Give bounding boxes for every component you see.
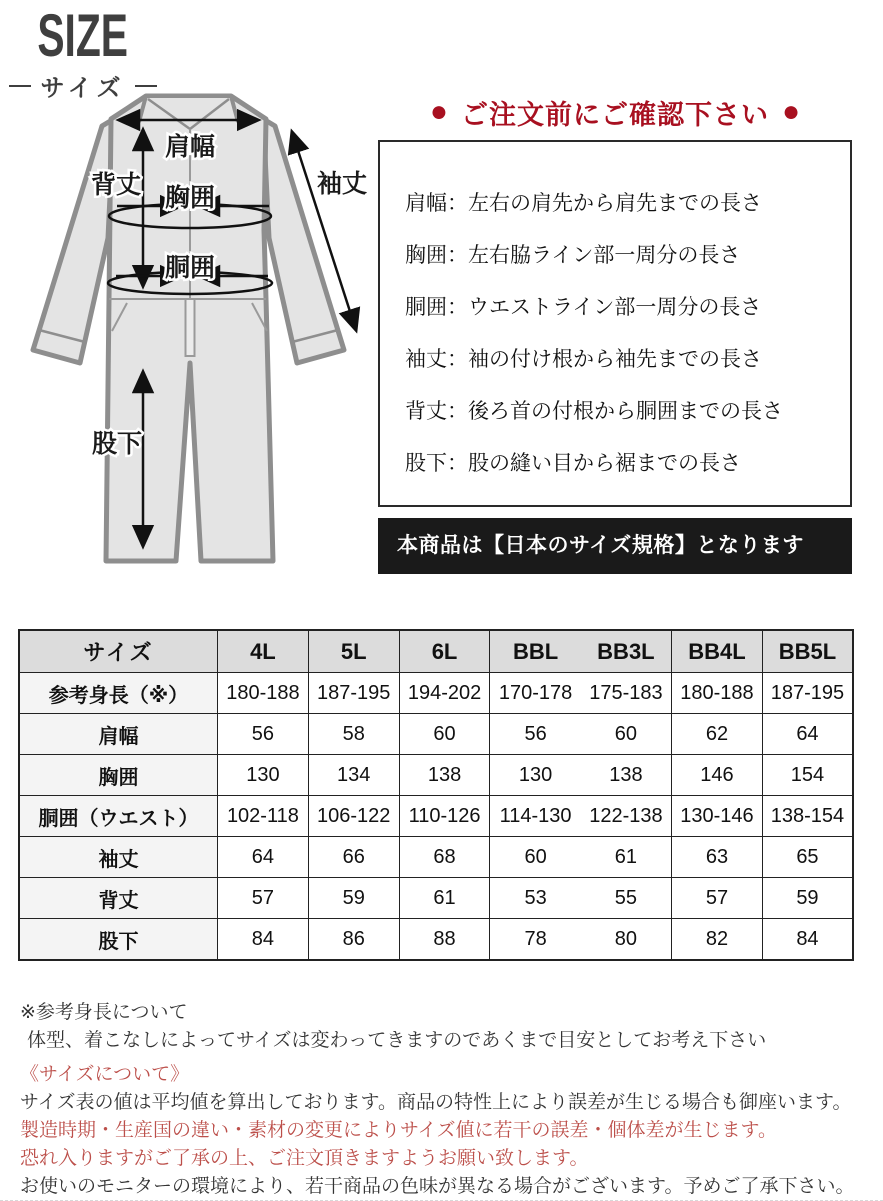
table-header-cell: BB3L <box>581 630 672 673</box>
garment-left-sleeve <box>33 120 112 363</box>
table-cell: 134 <box>308 755 399 796</box>
table-cell: 63 <box>672 837 763 878</box>
coverall-diagram <box>15 80 385 625</box>
table-row-label: 胴囲（ウエスト） <box>19 796 218 837</box>
definition-line <box>405 334 842 386</box>
table-header-cell: BB5L <box>762 630 853 673</box>
definition-desc: 後ろ首の付根から胴囲までの長さ <box>468 400 783 423</box>
table-row <box>19 796 853 837</box>
definition-term: 肩幅 <box>405 192 447 215</box>
waist-label: 胴囲 <box>164 254 216 282</box>
table-cell: 110-126 <box>399 796 490 837</box>
table-cell: 55 <box>581 878 672 919</box>
table-header-cell: 4L <box>218 630 309 673</box>
garment-placket <box>186 299 195 356</box>
title-size-ja: サイズ <box>40 75 126 102</box>
back-length-label: 背丈 <box>90 171 142 199</box>
table-cell: 68 <box>399 837 490 878</box>
monitor-color-note: お使いのモニターの環境により、若干商品の色味が異なる場合がございます。予めご了承下さい。 <box>20 1176 855 1197</box>
table-row <box>19 837 853 878</box>
definition-separator: ： <box>447 296 468 319</box>
table-cell: 60 <box>399 714 490 755</box>
definition-desc: 股の縫い目から裾までの長さ <box>468 452 741 475</box>
table-cell: 53 <box>490 878 581 919</box>
bullet-icon: ● <box>782 95 801 128</box>
table-cell: 56 <box>218 714 309 755</box>
size-note-line-red: 恐れ入りますがご了承の上、ご注文頂きますようお願い致します。 <box>20 1148 589 1169</box>
title-size-en: SIZE <box>37 2 129 69</box>
table-cell: 58 <box>308 714 399 755</box>
table-cell: 102-118 <box>218 796 309 837</box>
table-cell: 122-138 <box>581 796 672 837</box>
table-cell: 106-122 <box>308 796 399 837</box>
table-cell: 187-195 <box>762 673 853 714</box>
definition-term: 袖丈 <box>405 348 447 371</box>
table-cell: 84 <box>762 919 853 961</box>
table-cell: 84 <box>218 919 309 961</box>
shoulder-width-label: 肩幅 <box>164 133 216 161</box>
reference-height-note-body: 体型、着こなしによってサイズは変わってきますのであくまで目安としてお考え下さい <box>27 1030 767 1051</box>
reference-height-note-title: ※参考身長について <box>20 1002 188 1023</box>
definition-separator: ： <box>447 400 468 423</box>
table-cell: 64 <box>218 837 309 878</box>
table-cell: 154 <box>762 755 853 796</box>
table-header-cell: 5L <box>308 630 399 673</box>
table-cell: 61 <box>581 837 672 878</box>
definition-term: 背丈 <box>405 400 447 423</box>
table-header-cell: 6L <box>399 630 490 673</box>
bullet-icon: ● <box>429 95 448 128</box>
table-cell: 61 <box>399 878 490 919</box>
japan-size-standard-bar: 本商品は【日本のサイズ規格】となります <box>378 518 852 574</box>
size-note-line: サイズ表の値は平均値を算出しております。商品の特性上により誤差が生じる場合も御座います。 <box>20 1092 852 1113</box>
table-cell: 138-154 <box>762 796 853 837</box>
measurement-definitions-box <box>378 140 852 507</box>
table-row <box>19 755 853 796</box>
confirm-section <box>378 95 852 574</box>
table-cell: 175-183 <box>581 673 672 714</box>
table-cell: 57 <box>218 878 309 919</box>
table-cell: 65 <box>762 837 853 878</box>
table-cell: 114-130 <box>490 796 581 837</box>
definition-line <box>405 282 842 334</box>
size-note-line-red: 製造時期・生産国の違い・素材の変更によりサイズ値に若干の誤差・個体差が生じます。 <box>20 1120 777 1141</box>
table-cell: 86 <box>308 919 399 961</box>
table-cell: 60 <box>581 714 672 755</box>
definition-term: 胴囲 <box>405 296 447 319</box>
size-table <box>18 629 854 961</box>
table-header-row <box>19 630 853 673</box>
table-cell: 78 <box>490 919 581 961</box>
table-cell: 82 <box>672 919 763 961</box>
table-cell: 180-188 <box>672 673 763 714</box>
table-header-cell: BB4L <box>672 630 763 673</box>
table-cell: 62 <box>672 714 763 755</box>
table-cell: 60 <box>490 837 581 878</box>
table-cell: 66 <box>308 837 399 878</box>
definition-line <box>405 178 842 230</box>
footer-notes <box>20 999 870 1201</box>
confirm-heading-text: ご注文前にご確認下さい <box>461 99 769 130</box>
size-about-title: 《サイズについて》 <box>20 1064 190 1085</box>
definition-term: 股下 <box>405 452 447 475</box>
inseam-label: 股下 <box>91 430 143 458</box>
table-cell: 59 <box>762 878 853 919</box>
definition-separator: ： <box>447 452 468 475</box>
table-cell: 130 <box>218 755 309 796</box>
table-cell: 130 <box>490 755 581 796</box>
table-cell: 194-202 <box>399 673 490 714</box>
definition-line <box>405 230 842 282</box>
definition-desc: 袖の付け根から袖先までの長さ <box>468 348 762 371</box>
table-cell: 88 <box>399 919 490 961</box>
definition-line <box>405 386 842 438</box>
confirm-heading <box>378 95 852 129</box>
table-cell: 138 <box>581 755 672 796</box>
table-cell: 180-188 <box>218 673 309 714</box>
table-cell: 130-146 <box>672 796 763 837</box>
table-cell: 170-178 <box>490 673 581 714</box>
definition-desc: ウエストライン部一周分の長さ <box>468 296 762 319</box>
table-cell: 80 <box>581 919 672 961</box>
definition-separator: ： <box>447 348 468 371</box>
table-row-label: 股下 <box>19 919 218 961</box>
table-cell: 187-195 <box>308 673 399 714</box>
definition-separator: ： <box>447 192 468 215</box>
garment-collar <box>139 96 238 122</box>
table-row <box>19 878 853 919</box>
table-row-label: 背丈 <box>19 878 218 919</box>
table-row <box>19 673 853 714</box>
table-cell: 56 <box>490 714 581 755</box>
garment-right-sleeve <box>265 120 344 363</box>
definition-term: 胸囲 <box>405 244 447 267</box>
table-header-cell: サイズ <box>19 630 218 673</box>
table-row <box>19 919 853 961</box>
table-cell: 59 <box>308 878 399 919</box>
table-row-label: 参考身長（※） <box>19 673 218 714</box>
table-row-label: 袖丈 <box>19 837 218 878</box>
table-row <box>19 714 853 755</box>
table-cell: 138 <box>399 755 490 796</box>
definition-desc: 左右脇ライン部一周分の長さ <box>468 244 741 267</box>
table-cell: 57 <box>672 878 763 919</box>
table-row-label: 胸囲 <box>19 755 218 796</box>
chest-label: 胸囲 <box>164 184 216 212</box>
definition-desc: 左右の肩先から肩先までの長さ <box>468 192 762 215</box>
table-cell: 146 <box>672 755 763 796</box>
sleeve-length-label: 袖丈 <box>316 170 368 198</box>
definition-line <box>405 438 842 490</box>
table-row-label: 肩幅 <box>19 714 218 755</box>
table-header-cell: BBL <box>490 630 581 673</box>
definition-separator: ： <box>447 244 468 267</box>
table-cell: 64 <box>762 714 853 755</box>
